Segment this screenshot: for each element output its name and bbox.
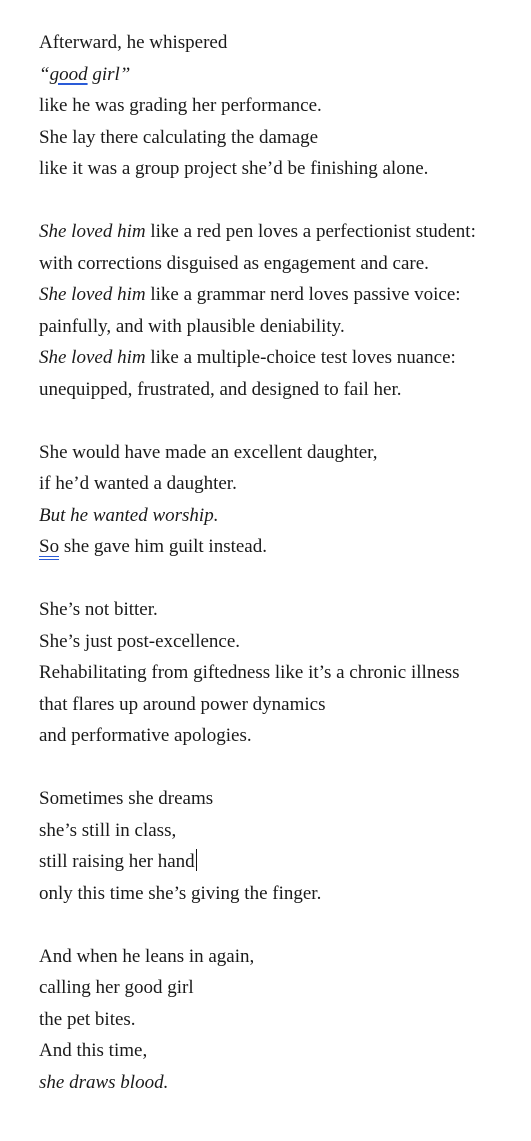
poem-line: And when he leans in again, bbox=[39, 945, 255, 967]
poem-text-fragment: girl” bbox=[87, 63, 131, 85]
poem-line: the pet bites. bbox=[39, 1008, 136, 1030]
poem-line: like he was grading her performance. bbox=[39, 95, 322, 116]
stanza-break bbox=[39, 563, 519, 595]
poem-line: unequipped, frustrated, and designed to fail her. bbox=[39, 378, 402, 400]
poem-italic-fragment: She loved him bbox=[39, 347, 146, 368]
poem-line: only this time she’s giving the finger. bbox=[39, 882, 322, 904]
poem-text-fragment: “ bbox=[39, 63, 50, 85]
stanza-break bbox=[39, 909, 519, 941]
poem-line bbox=[39, 342, 519, 374]
text-cursor bbox=[196, 849, 198, 871]
poem-text-fragment: still raising her hand bbox=[39, 851, 195, 872]
poem-line bbox=[39, 216, 519, 248]
poem-line: Sometimes she dreams bbox=[39, 788, 214, 809]
poem-line: She lay there calculating the damage bbox=[39, 126, 319, 148]
poem-text-fragment: like a grammar nerd loves passive voice: bbox=[145, 284, 461, 305]
poem-line: Rehabilitating from giftedness like it’s a chronic illness bbox=[39, 662, 460, 683]
poem-line: that flares up around power dynamics bbox=[39, 693, 326, 715]
poem-text-fragment: she gave him guilt instead. bbox=[59, 536, 267, 557]
poem-italic-fragment: She loved him bbox=[39, 284, 146, 305]
poem-line: she’s still in class, bbox=[39, 819, 177, 841]
poem-line: painfully, and with plausible deniability. bbox=[39, 315, 345, 337]
poem-line bbox=[39, 279, 519, 311]
poem-line: And this time, bbox=[39, 1040, 148, 1061]
poem-line: Afterward, he whispered bbox=[39, 32, 228, 53]
poem-line bbox=[39, 531, 519, 563]
poem-line: But he wanted worship. bbox=[39, 504, 219, 526]
poem-italic-fragment: She loved him bbox=[39, 221, 146, 242]
poem-line: She would have made an excellent daughter, bbox=[39, 441, 378, 463]
spellcheck-underlined-word: good bbox=[49, 63, 88, 85]
poem-line: if he’d wanted a daughter. bbox=[39, 473, 237, 494]
grammar-underlined-word: So bbox=[39, 531, 59, 563]
poem-text-fragment: like a red pen loves a perfectionist student: bbox=[145, 221, 476, 242]
poem-line: with corrections disguised as engagement and care. bbox=[39, 252, 429, 274]
stanza-break bbox=[39, 185, 519, 217]
stanza-break bbox=[39, 752, 519, 784]
poem-line: She’s just post-excellence. bbox=[39, 630, 241, 652]
poem-text[interactable] bbox=[39, 27, 519, 1098]
poem-text-fragment: like a multiple-choice test loves nuance: bbox=[145, 347, 456, 368]
poem-line: calling her good girl bbox=[39, 977, 194, 998]
stanza-break bbox=[39, 405, 519, 437]
poem-line: she draws blood. bbox=[39, 1071, 169, 1093]
poem-line bbox=[39, 59, 519, 91]
poem-line: and performative apologies. bbox=[39, 725, 252, 746]
poem-line: She’s not bitter. bbox=[39, 599, 158, 620]
poem-line bbox=[39, 846, 519, 878]
poem-line: like it was a group project she’d be finishing alone. bbox=[39, 158, 429, 179]
